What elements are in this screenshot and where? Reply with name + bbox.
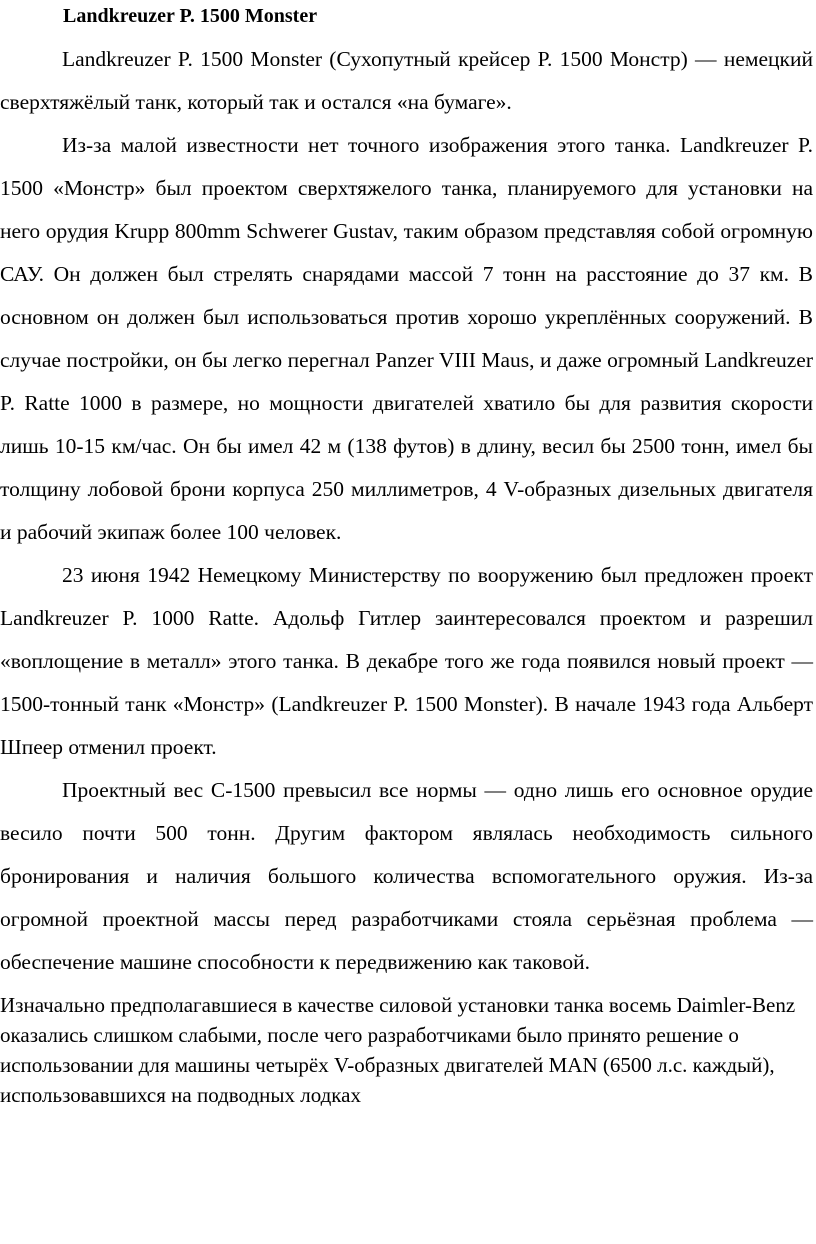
- paragraph-intro: Landkreuzer P. 1500 Monster (Сухопутный крейсер Р. 1500 Монстр) — немецкий сверхтяжёлый танк, который так и остался «на бумаге».: [0, 47, 813, 114]
- paragraph-history: 23 июня 1942 Немецкому Министерству по вооружению был предложен проект Landkreuzer P. 1000 Ratte. Адольф Гитлер заинтересовался проектом и разрешил «воплощение в металл» этого танка. В декабре того же года появился новый проект — 1500-тонный танк «Монстр» (Landkreuzer P. 1500 Monster). В начале 1943 года Альберт Шпеер отменил проект.: [0, 563, 813, 759]
- paragraph-engines: Изначально предполагавшиеся в качестве силовой установки танка восемь Daimler-Benz оказались слишком слабыми, после чего разработчиками было принято решение о использовании для машины четырёх V-образных двигателей MAN (6500 л.с. каждый), использовавшихся на подводных лодках: [0, 993, 796, 1107]
- paragraph-description: Из-за малой известности нет точного изображения этого танка. Landkreuzer P. 1500 «Монстр» был проектом сверхтяжелого танка, планируемого для установки на него орудия Krupp 800mm Schwerer Gustav, таким образом представляя собой огромную САУ. Он должен был стрелять снарядами массой 7 тонн на расстояние до 37 км. В основном он должен был использоваться против хорошо укреплённых сооружений. В случае постройки, он бы легко перегнал Panzer VIII Maus, и даже огромный Landkreuzer P. Ratte 1000 в размере, но мощности двигателей хватило бы для развития скорости лишь 10-15 км/час. Он бы имел 42 м (138 футов) в длину, весил бы 2500 тонн, имел бы толщину лобовой брони корпуса 250 миллиметров, 4 V-образных дизельных двигателя и рабочий экипаж более 100 человек.: [0, 133, 813, 544]
- paragraph-weight: Проектный вес С-1500 превысил все нормы — одно лишь его основное орудие весило почти 500 тонн. Другим фактором являлась необходимость сильного бронирования и наличия большого количества вспомогательного оружия. Из-за огромной проектной массы перед разработчиками стояла серьёзная проблема — обеспечение машине способности к передвижению как таковой.: [0, 778, 813, 974]
- document-title: Landkreuzer P. 1500 Monster: [63, 5, 318, 27]
